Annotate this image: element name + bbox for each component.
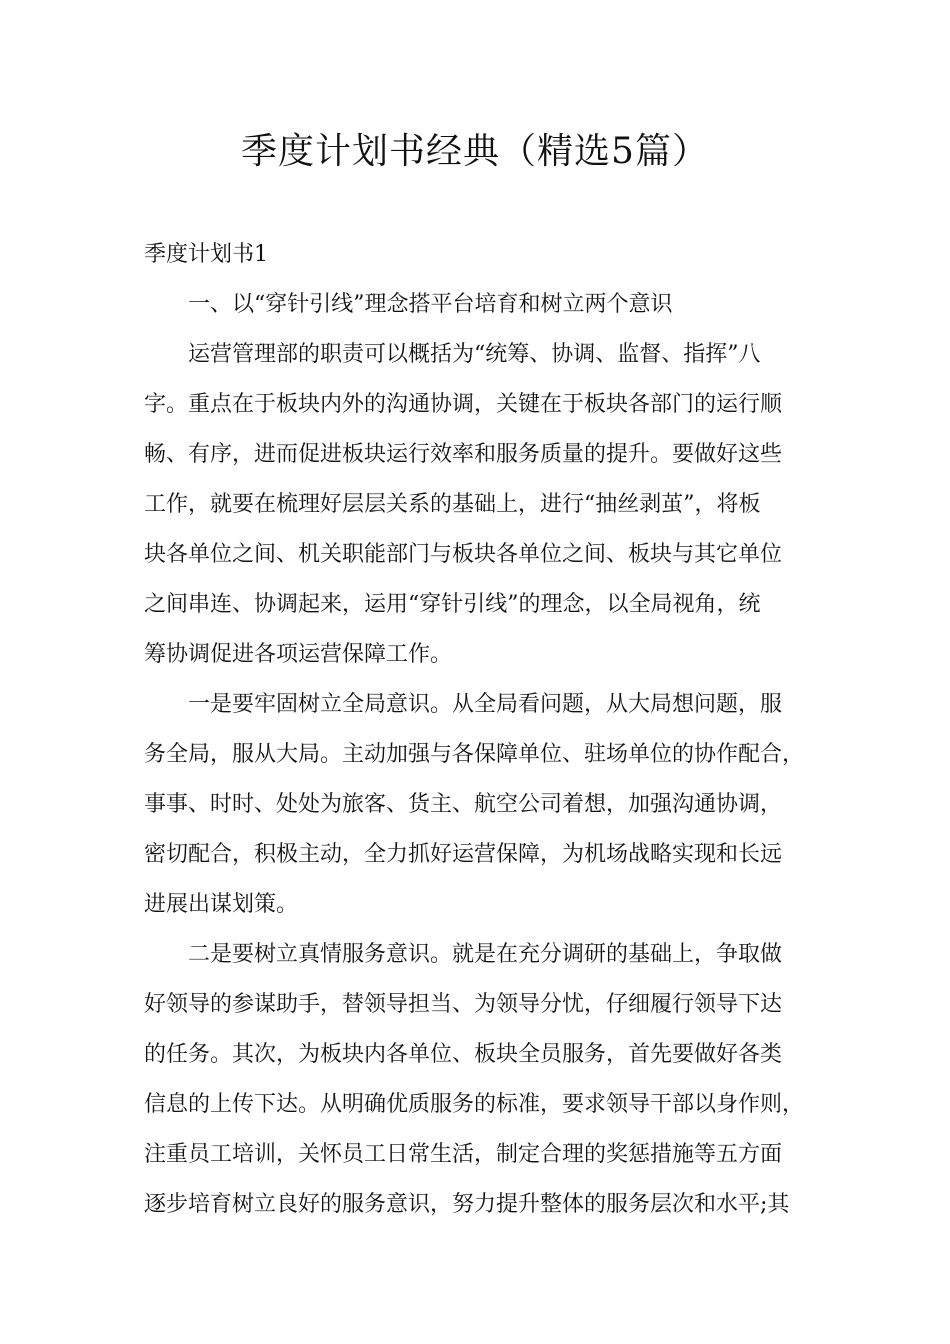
paragraph-line: 信息的上传下达。从明确优质服务的标准，要求领导干部以身作则， xyxy=(144,1092,805,1117)
paragraph xyxy=(144,680,814,930)
paragraph-line: 的任务。其次，为板块内各单位、板块全员服务，首先要做好各类 xyxy=(144,1042,783,1067)
document-title: 季度计划书经典（精选5篇） xyxy=(241,131,709,172)
paragraph-line: 块各单位之间、机关职能部门与板块各单位之间、板块与其它单位 xyxy=(144,542,783,567)
paragraph xyxy=(144,280,814,330)
section-title: 季度计划书1 xyxy=(144,242,268,267)
paragraph-line: 一是要牢固树立全局意识。从全局看问题，从大局想问题，服 xyxy=(188,692,783,717)
paragraph-line: 畅、有序，进而促进板块运行效率和服务质量的提升。要做好这些 xyxy=(144,442,783,467)
paragraph-line: 运营管理部的职责可以概括为“统筹、协调、监督、指挥”八 xyxy=(188,342,761,367)
paragraph xyxy=(144,930,814,1230)
paragraph-line: 字。重点在于板块内外的沟通协调，关键在于板块各部门的运行顺 xyxy=(144,392,783,417)
paragraph-line: 工作，就要在梳理好层层关系的基础上，进行“抽丝剥茧”，将板 xyxy=(144,492,761,517)
paragraph-line: 好领导的参谋助手，替领导担当、为领导分忧，仔细履行领导下达 xyxy=(144,992,783,1017)
paragraph-line: 密切配合，积极主动，全力抓好运营保障，为机场战略实现和长远 xyxy=(144,842,783,867)
paragraph-line: 进展出谋划策。 xyxy=(144,892,299,917)
paragraph-line: 注重员工培训，关怀员工日常生活，制定合理的奖惩措施等五方面 xyxy=(144,1142,783,1167)
paragraph xyxy=(144,330,814,680)
document-body xyxy=(144,230,814,1230)
paragraph-line: 逐步培育树立良好的服务意识，努力提升整体的服务层次和水平;其 xyxy=(144,1192,790,1217)
paragraph-line: 二是要树立真情服务意识。就是在充分调研的基础上，争取做 xyxy=(188,942,783,967)
paragraph-line: 务全局，服从大局。主动加强与各保障单位、驻场单位的协作配合， xyxy=(144,742,805,767)
paragraph-line: 事事、时时、处处为旅客、货主、航空公司着想，加强沟通协调， xyxy=(144,792,783,817)
paragraph-line: 筹协调促进各项运营保障工作。 xyxy=(144,642,453,667)
paragraph-line: 之间串连、协调起来，运用“穿针引线”的理念，以全局视角，统 xyxy=(144,592,761,617)
paragraph-line: 一、以“穿针引线”理念搭平台培育和树立两个意识 xyxy=(188,292,673,317)
